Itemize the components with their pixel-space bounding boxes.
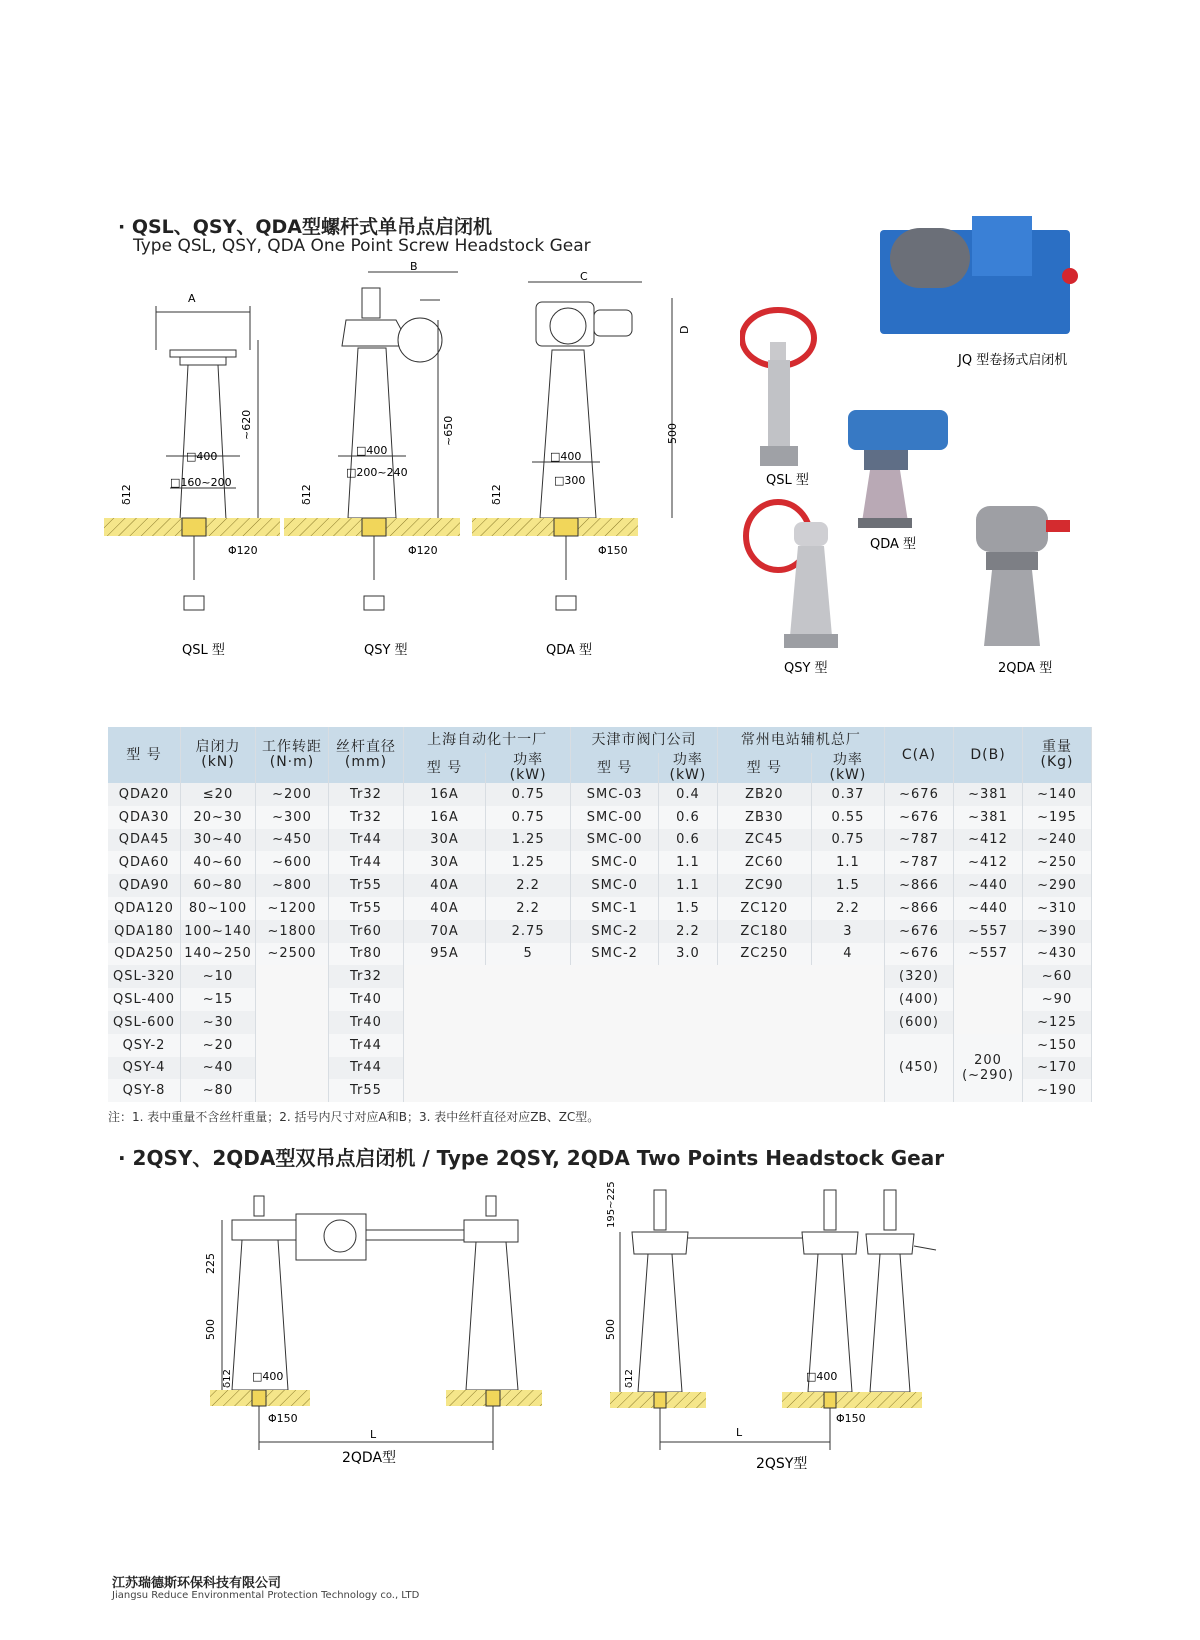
table-cell: Tr80 <box>329 943 404 966</box>
th-tj-model: 型 号 <box>571 753 659 783</box>
table-cell: QSY-8 <box>108 1079 181 1102</box>
table-cell: ~800 <box>256 874 329 897</box>
qda-phi: Φ150 <box>598 544 628 557</box>
table-cell: QDA60 <box>108 851 181 874</box>
qsy-box2: □200~240 <box>346 466 408 479</box>
qsy-photo-caption: QSY 型 <box>784 661 828 676</box>
table-cell: 95A <box>404 943 486 966</box>
table-cell: Tr60 <box>329 920 404 943</box>
qda2-drawing <box>210 1196 542 1450</box>
table-cell: 30~40 <box>181 829 256 852</box>
table-cell: ~1200 <box>256 897 329 920</box>
table-cell: Tr40 <box>329 988 404 1011</box>
table-cell: ~557 <box>954 943 1023 966</box>
table-cell: SMC-00 <box>571 806 659 829</box>
table-cell: 0.37 <box>811 783 884 806</box>
table-cell <box>954 1011 1023 1034</box>
table-cell: 40A <box>404 897 486 920</box>
table-cell: ~250 <box>1023 851 1092 874</box>
table-cell: ~787 <box>885 851 954 874</box>
qda2-photo <box>976 506 1070 646</box>
table-cell: SMC-0 <box>571 851 659 874</box>
qsl-photo-caption: QSL 型 <box>766 473 809 488</box>
table-cell <box>256 988 329 1011</box>
table-cell: SMC-1 <box>571 897 659 920</box>
qsy-dim-h: ~650 <box>442 415 455 446</box>
qda-photo <box>848 410 948 528</box>
table-cell: ~390 <box>1023 920 1092 943</box>
table-cell: Tr44 <box>329 851 404 874</box>
table-cell: ~440 <box>954 874 1023 897</box>
table-row-qda20 <box>108 783 1092 806</box>
qsy2-caption: 2QSY型 <box>756 1456 808 1472</box>
table-cell: ~190 <box>1023 1079 1092 1102</box>
th-weight: 重量 (Kg) <box>1023 727 1092 783</box>
th-changzhou: 常州电站辅机总厂 <box>717 727 884 753</box>
table-cell <box>256 1034 329 1057</box>
qsl-delta: δ12 <box>120 484 133 505</box>
table-cell: ~866 <box>885 874 954 897</box>
table-cell: 1.5 <box>659 897 718 920</box>
table-cell: ~290 <box>1023 874 1092 897</box>
qda2-delta: δ12 <box>222 1369 233 1388</box>
qsl-caption: QSL 型 <box>182 643 225 658</box>
th-sh-model: 型 号 <box>404 753 486 783</box>
table-cell: 0.6 <box>659 829 718 852</box>
th-c: C(A) <box>885 727 954 783</box>
qsy2-d500: 500 <box>604 1319 617 1340</box>
table-cell: ~676 <box>885 806 954 829</box>
table-cell: 0.55 <box>811 806 884 829</box>
table-cell: 140~250 <box>181 943 256 966</box>
table-row-qda180 <box>108 920 1092 943</box>
table-cell: SMC-00 <box>571 829 659 852</box>
table-cell: 1.1 <box>659 851 718 874</box>
table-cell: 3.0 <box>659 943 718 966</box>
qsy-delta: δ12 <box>300 484 313 505</box>
table-cell: ~240 <box>1023 829 1092 852</box>
th-model: 型 号 <box>108 727 181 783</box>
table-cell: 0.4 <box>659 783 718 806</box>
qsy-dim-top: B <box>410 260 418 273</box>
table-cell: ≤20 <box>181 783 256 806</box>
table-cell: SMC-2 <box>571 920 659 943</box>
table-cell: 0.6 <box>659 806 718 829</box>
table-cell: 16A <box>404 783 486 806</box>
table-row-qda120 <box>108 897 1092 920</box>
table-cell: 1.25 <box>486 829 571 852</box>
qsy2-box: □400 <box>806 1370 838 1383</box>
table-cell: Tr44 <box>329 1034 404 1057</box>
table-cell: 2.2 <box>486 874 571 897</box>
th-shanghai: 上海自动化十一厂 <box>404 727 571 753</box>
table-cell: 2.2 <box>659 920 718 943</box>
qsy-photo <box>746 502 838 648</box>
qda2-caption: 2QDA型 <box>342 1450 397 1466</box>
table-cell: ~381 <box>954 783 1023 806</box>
table-cell-blank <box>404 965 885 1102</box>
table-cell: ~200 <box>256 783 329 806</box>
table-cell: 40~60 <box>181 851 256 874</box>
table-cell: ~1800 <box>256 920 329 943</box>
table-cell: QSY-4 <box>108 1057 181 1080</box>
table-cell: (320) <box>885 965 954 988</box>
table-cell: ~676 <box>885 943 954 966</box>
qsy-drawing <box>284 272 460 610</box>
qda-box2: □300 <box>554 474 586 487</box>
qda-photo-caption: QDA 型 <box>870 537 917 552</box>
table-cell: 20~30 <box>181 806 256 829</box>
table-row-qsl-320 <box>108 965 1092 988</box>
table-cell: ~676 <box>885 920 954 943</box>
table-cell: 1.1 <box>659 874 718 897</box>
jq-caption: JQ 型卷扬式启闭机 <box>958 353 1068 368</box>
table-cell: SMC-2 <box>571 943 659 966</box>
table-cell: ~557 <box>954 920 1023 943</box>
th-tj-power: 功率 (kW) <box>659 753 718 783</box>
table-cell: Tr55 <box>329 897 404 920</box>
table-cell: Tr40 <box>329 1011 404 1034</box>
th-cz-model: 型 号 <box>717 753 811 783</box>
footer-company-cn: 江苏瑞德斯环保科技有限公司 <box>112 1576 282 1591</box>
table-cell: QDA45 <box>108 829 181 852</box>
table-cell <box>256 1057 329 1080</box>
th-screw: 丝杆直径 (mm) <box>329 727 404 783</box>
table-cell: ~787 <box>885 829 954 852</box>
qda2-d500: 500 <box>204 1319 217 1340</box>
table-cell: ZC45 <box>717 829 811 852</box>
table-cell: ~866 <box>885 897 954 920</box>
th-d: D(B) <box>954 727 1023 783</box>
qda-drawing <box>472 282 672 610</box>
table-cell: QDA120 <box>108 897 181 920</box>
table-cell: ~381 <box>954 806 1023 829</box>
qsl-dim-top: A <box>188 292 196 305</box>
qsy2-delta: δ12 <box>624 1369 635 1388</box>
table-cell <box>954 965 1023 988</box>
qsy-caption: QSY 型 <box>364 643 408 658</box>
table-cell: ~125 <box>1023 1011 1092 1034</box>
table-cell: 0.75 <box>811 829 884 852</box>
table-cell: ~150 <box>1023 1034 1092 1057</box>
table-cell: ~10 <box>181 965 256 988</box>
table-cell: ~412 <box>954 851 1023 874</box>
single-point-drawings <box>100 260 740 680</box>
qda-dim-top: C <box>580 270 588 283</box>
table-cell: QDA180 <box>108 920 181 943</box>
qsy-box1: □400 <box>356 444 388 457</box>
table-cell: ~15 <box>181 988 256 1011</box>
qsl-phi: Φ120 <box>228 544 258 557</box>
table-cell: QSY-2 <box>108 1034 181 1057</box>
qda2-phi: Φ150 <box>268 1412 298 1425</box>
table-cell: SMC-0 <box>571 874 659 897</box>
qsl-photo <box>742 310 814 466</box>
spec-table <box>108 727 1092 1102</box>
table-cell: SMC-03 <box>571 783 659 806</box>
table-cell: Tr32 <box>329 783 404 806</box>
th-tianjin: 天津市阀门公司 <box>571 727 718 753</box>
table-cell: QSL-320 <box>108 965 181 988</box>
table-cell: QSL-400 <box>108 988 181 1011</box>
table-cell: ~195 <box>1023 806 1092 829</box>
qsy-phi: Φ120 <box>408 544 438 557</box>
table-cell <box>954 988 1023 1011</box>
two-point-drawings <box>200 1180 1120 1480</box>
section1-title-en: Type QSL, QSY, QDA One Point Screw Headstock Gear <box>133 236 591 256</box>
qsy2-phi: Φ150 <box>836 1412 866 1425</box>
table-row-qda30 <box>108 806 1092 829</box>
table-cell <box>256 1079 329 1102</box>
qda-caption: QDA 型 <box>546 643 593 658</box>
jq-winch-photo <box>880 216 1078 334</box>
table-cell: ~20 <box>181 1034 256 1057</box>
table-cell: (400) <box>885 988 954 1011</box>
table-cell <box>256 965 329 988</box>
table-cell: 80~100 <box>181 897 256 920</box>
table-cell: Tr32 <box>329 806 404 829</box>
table-cell: QDA250 <box>108 943 181 966</box>
table-cell: QSL-600 <box>108 1011 181 1034</box>
table-cell: ~300 <box>256 806 329 829</box>
product-photos <box>740 206 1120 716</box>
table-cell: 16A <box>404 806 486 829</box>
table-cell: 60~80 <box>181 874 256 897</box>
table-cell: ~310 <box>1023 897 1092 920</box>
table-cell: ~600 <box>256 851 329 874</box>
table-cell: QDA30 <box>108 806 181 829</box>
table-cell: ZB30 <box>717 806 811 829</box>
table-cell: ~80 <box>181 1079 256 1102</box>
table-cell: Tr44 <box>329 1057 404 1080</box>
qsl-dim-h: ~620 <box>240 409 253 440</box>
table-cell: ~676 <box>885 783 954 806</box>
table-cell: ~430 <box>1023 943 1092 966</box>
table-cell: 3 <box>811 920 884 943</box>
th-force: 启闭力 (kN) <box>181 727 256 783</box>
table-cell: ZC120 <box>717 897 811 920</box>
table-cell: Tr55 <box>329 1079 404 1102</box>
table-cell: ~412 <box>954 829 1023 852</box>
qda2-box: □400 <box>252 1370 284 1383</box>
table-cell: Tr32 <box>329 965 404 988</box>
table-row-qda250 <box>108 943 1092 966</box>
th-sh-power: 功率 (kW) <box>486 753 571 783</box>
qsy2-drawing <box>610 1190 936 1450</box>
qsl-box1: □400 <box>186 450 218 463</box>
table-cell: 0.75 <box>486 806 571 829</box>
table-header-row-1 <box>108 727 1092 753</box>
qsy2-span: L <box>736 1426 743 1439</box>
table-cell: 0.75 <box>486 783 571 806</box>
table-cell: ~40 <box>181 1057 256 1080</box>
table-cell: ~60 <box>1023 965 1092 988</box>
table-cell: 2.75 <box>486 920 571 943</box>
table-cell: ZC180 <box>717 920 811 943</box>
qda-dim-h: 500 <box>666 423 679 444</box>
qda2-span: L <box>370 1428 377 1441</box>
table-cell: (600) <box>885 1011 954 1034</box>
qda2-d225: 225 <box>204 1253 217 1274</box>
qda-dim-side: D <box>678 325 691 334</box>
table-cell: ZC90 <box>717 874 811 897</box>
table-cell: QDA90 <box>108 874 181 897</box>
table-cell: 70A <box>404 920 486 943</box>
table-cell: ~450 <box>256 829 329 852</box>
table-cell: 5 <box>486 943 571 966</box>
table-cell: 1.1 <box>811 851 884 874</box>
table-cell: 40A <box>404 874 486 897</box>
table-cell: ~90 <box>1023 988 1092 1011</box>
table-cell: Tr44 <box>329 829 404 852</box>
table-cell: ~30 <box>181 1011 256 1034</box>
table-cell: 1.5 <box>811 874 884 897</box>
qda-box1: □400 <box>550 450 582 463</box>
table-cell: 4 <box>811 943 884 966</box>
table-cell: ZC60 <box>717 851 811 874</box>
section1-title-cn: · QSL、QSY、QDA型螺杆式单吊点启闭机 <box>118 216 492 238</box>
table-note: 注：1. 表中重量不含丝杆重量；2. 括号内尺寸对应A和B；3. 表中丝杆直径对应ZB、ZC型。 <box>108 1110 600 1124</box>
table-row-qda90 <box>108 874 1092 897</box>
table-cell: 30A <box>404 851 486 874</box>
table-row-qda45 <box>108 829 1092 852</box>
table-cell: ~170 <box>1023 1057 1092 1080</box>
table-cell: 2.2 <box>486 897 571 920</box>
table-cell: ~140 <box>1023 783 1092 806</box>
table-cell: QDA20 <box>108 783 181 806</box>
qsl-box2: □160~200 <box>170 476 232 489</box>
section2-title: · 2QSY、2QDA型双吊点启闭机 / Type 2QSY, 2QDA Two Points Headstock Gear <box>118 1146 945 1170</box>
table-cell-qsy-c: (450) <box>885 1034 954 1102</box>
table-cell <box>256 1011 329 1034</box>
footer-company-en: Jiangsu Reduce Environmental Protection Technology co., LTD <box>112 1590 420 1601</box>
qsy2-d195: 195~225 <box>606 1181 617 1228</box>
table-cell-qsy-d: 200 (~290) <box>954 1034 1023 1102</box>
table-cell: ZC250 <box>717 943 811 966</box>
table-cell: 100~140 <box>181 920 256 943</box>
th-cz-power: 功率 (kW) <box>811 753 884 783</box>
table-cell: ~440 <box>954 897 1023 920</box>
table-cell: 1.25 <box>486 851 571 874</box>
table-body <box>108 783 1092 1102</box>
qda-delta: δ12 <box>490 484 503 505</box>
th-torque: 工作转距 (N·m) <box>256 727 329 783</box>
table-cell: ZB20 <box>717 783 811 806</box>
qda2-photo-caption: 2QDA 型 <box>998 661 1053 676</box>
table-cell: 2.2 <box>811 897 884 920</box>
table-row-qda60 <box>108 851 1092 874</box>
table-cell: ~2500 <box>256 943 329 966</box>
table-cell: 30A <box>404 829 486 852</box>
table-cell: Tr55 <box>329 874 404 897</box>
